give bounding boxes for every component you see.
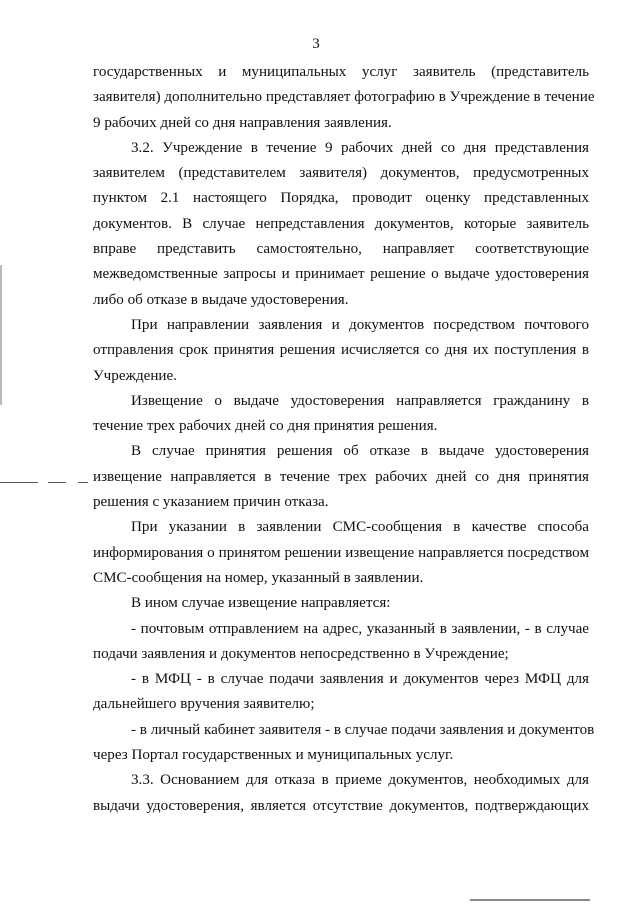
text-line: заявителем (представителем заявителя) документов, предусмотренных	[93, 165, 589, 182]
text-line: документов. В случае непредставления документов, которые заявитель	[93, 215, 589, 232]
text-line: Учреждение.	[93, 367, 177, 384]
scan-artifact	[0, 482, 38, 483]
text-line: вправе представить самостоятельно, направляет соответствующие	[93, 241, 589, 258]
text-line: 3.2. Учреждение в течение 9 рабочих дней со дня представления	[131, 139, 589, 156]
text-line: В случае принятия решения об отказе в выдаче удостоверения	[131, 443, 589, 460]
text-line: пунктом 2.1 настоящего Порядка, проводит оценку представленных	[93, 190, 589, 207]
text-line: СМС-сообщения на номер, указанный в заявлении.	[93, 569, 424, 586]
text-line: решения с указанием причин отказа.	[93, 494, 329, 511]
text-line: 9 рабочих дней со дня направления заявления.	[93, 114, 392, 131]
text-line: заявителя) дополнительно представляет фотографию в Учреждение в течение	[93, 89, 595, 106]
text-line: отправления срок принятия решения исчисляется со дня их поступления в	[93, 342, 589, 359]
text-line: В ином случае извещение направляется:	[131, 595, 391, 612]
scan-artifact	[78, 482, 88, 483]
text-line: При направлении заявления и документов посредством почтового	[131, 316, 589, 333]
page-number: 3	[312, 36, 320, 52]
text-line: извещение направляется в течение трех рабочих дней со дня принятия	[93, 468, 589, 485]
text-line: Извещение о выдаче удостоверения направляется гражданину в	[131, 392, 589, 409]
document-body	[93, 60, 595, 819]
text-line: через Портал государственных и муниципальных услуг.	[93, 747, 454, 764]
text-line: дальнейшего вручения заявителю;	[93, 696, 315, 713]
scan-artifact	[0, 265, 2, 405]
scan-artifact	[48, 482, 66, 483]
text-line: - в личный кабинет заявителя - в случае подачи заявления и документов	[131, 721, 595, 738]
text-line: 3.3. Основанием для отказа в приеме документов, необходимых для	[131, 772, 589, 789]
text-line: При указании в заявлении СМС-сообщения в качестве способа	[131, 519, 589, 536]
text-line: межведомственные запросы и принимает решение о выдаче удостоверения	[93, 266, 589, 283]
text-line: государственных и муниципальных услуг заявитель (представитель	[93, 64, 589, 80]
text-line: - в МФЦ - в случае подачи заявления и документов через МФЦ для	[131, 671, 589, 688]
text-line: информирования о принятом решении извещение направляется посредством	[93, 544, 589, 561]
text-line: - почтовым отправлением на адрес, указанный в заявлении, - в случае	[131, 620, 589, 637]
scan-artifact	[470, 899, 590, 901]
text-line: течение трех рабочих дней со дня принятия решения.	[93, 418, 438, 435]
text-line: выдачи удостоверения, является отсутствие документов, подтверждающих	[93, 797, 589, 814]
text-line: подачи заявления и документов непосредственно в Учреждение;	[93, 645, 509, 662]
text-line: либо об отказе в выдаче удостоверения.	[93, 291, 349, 308]
